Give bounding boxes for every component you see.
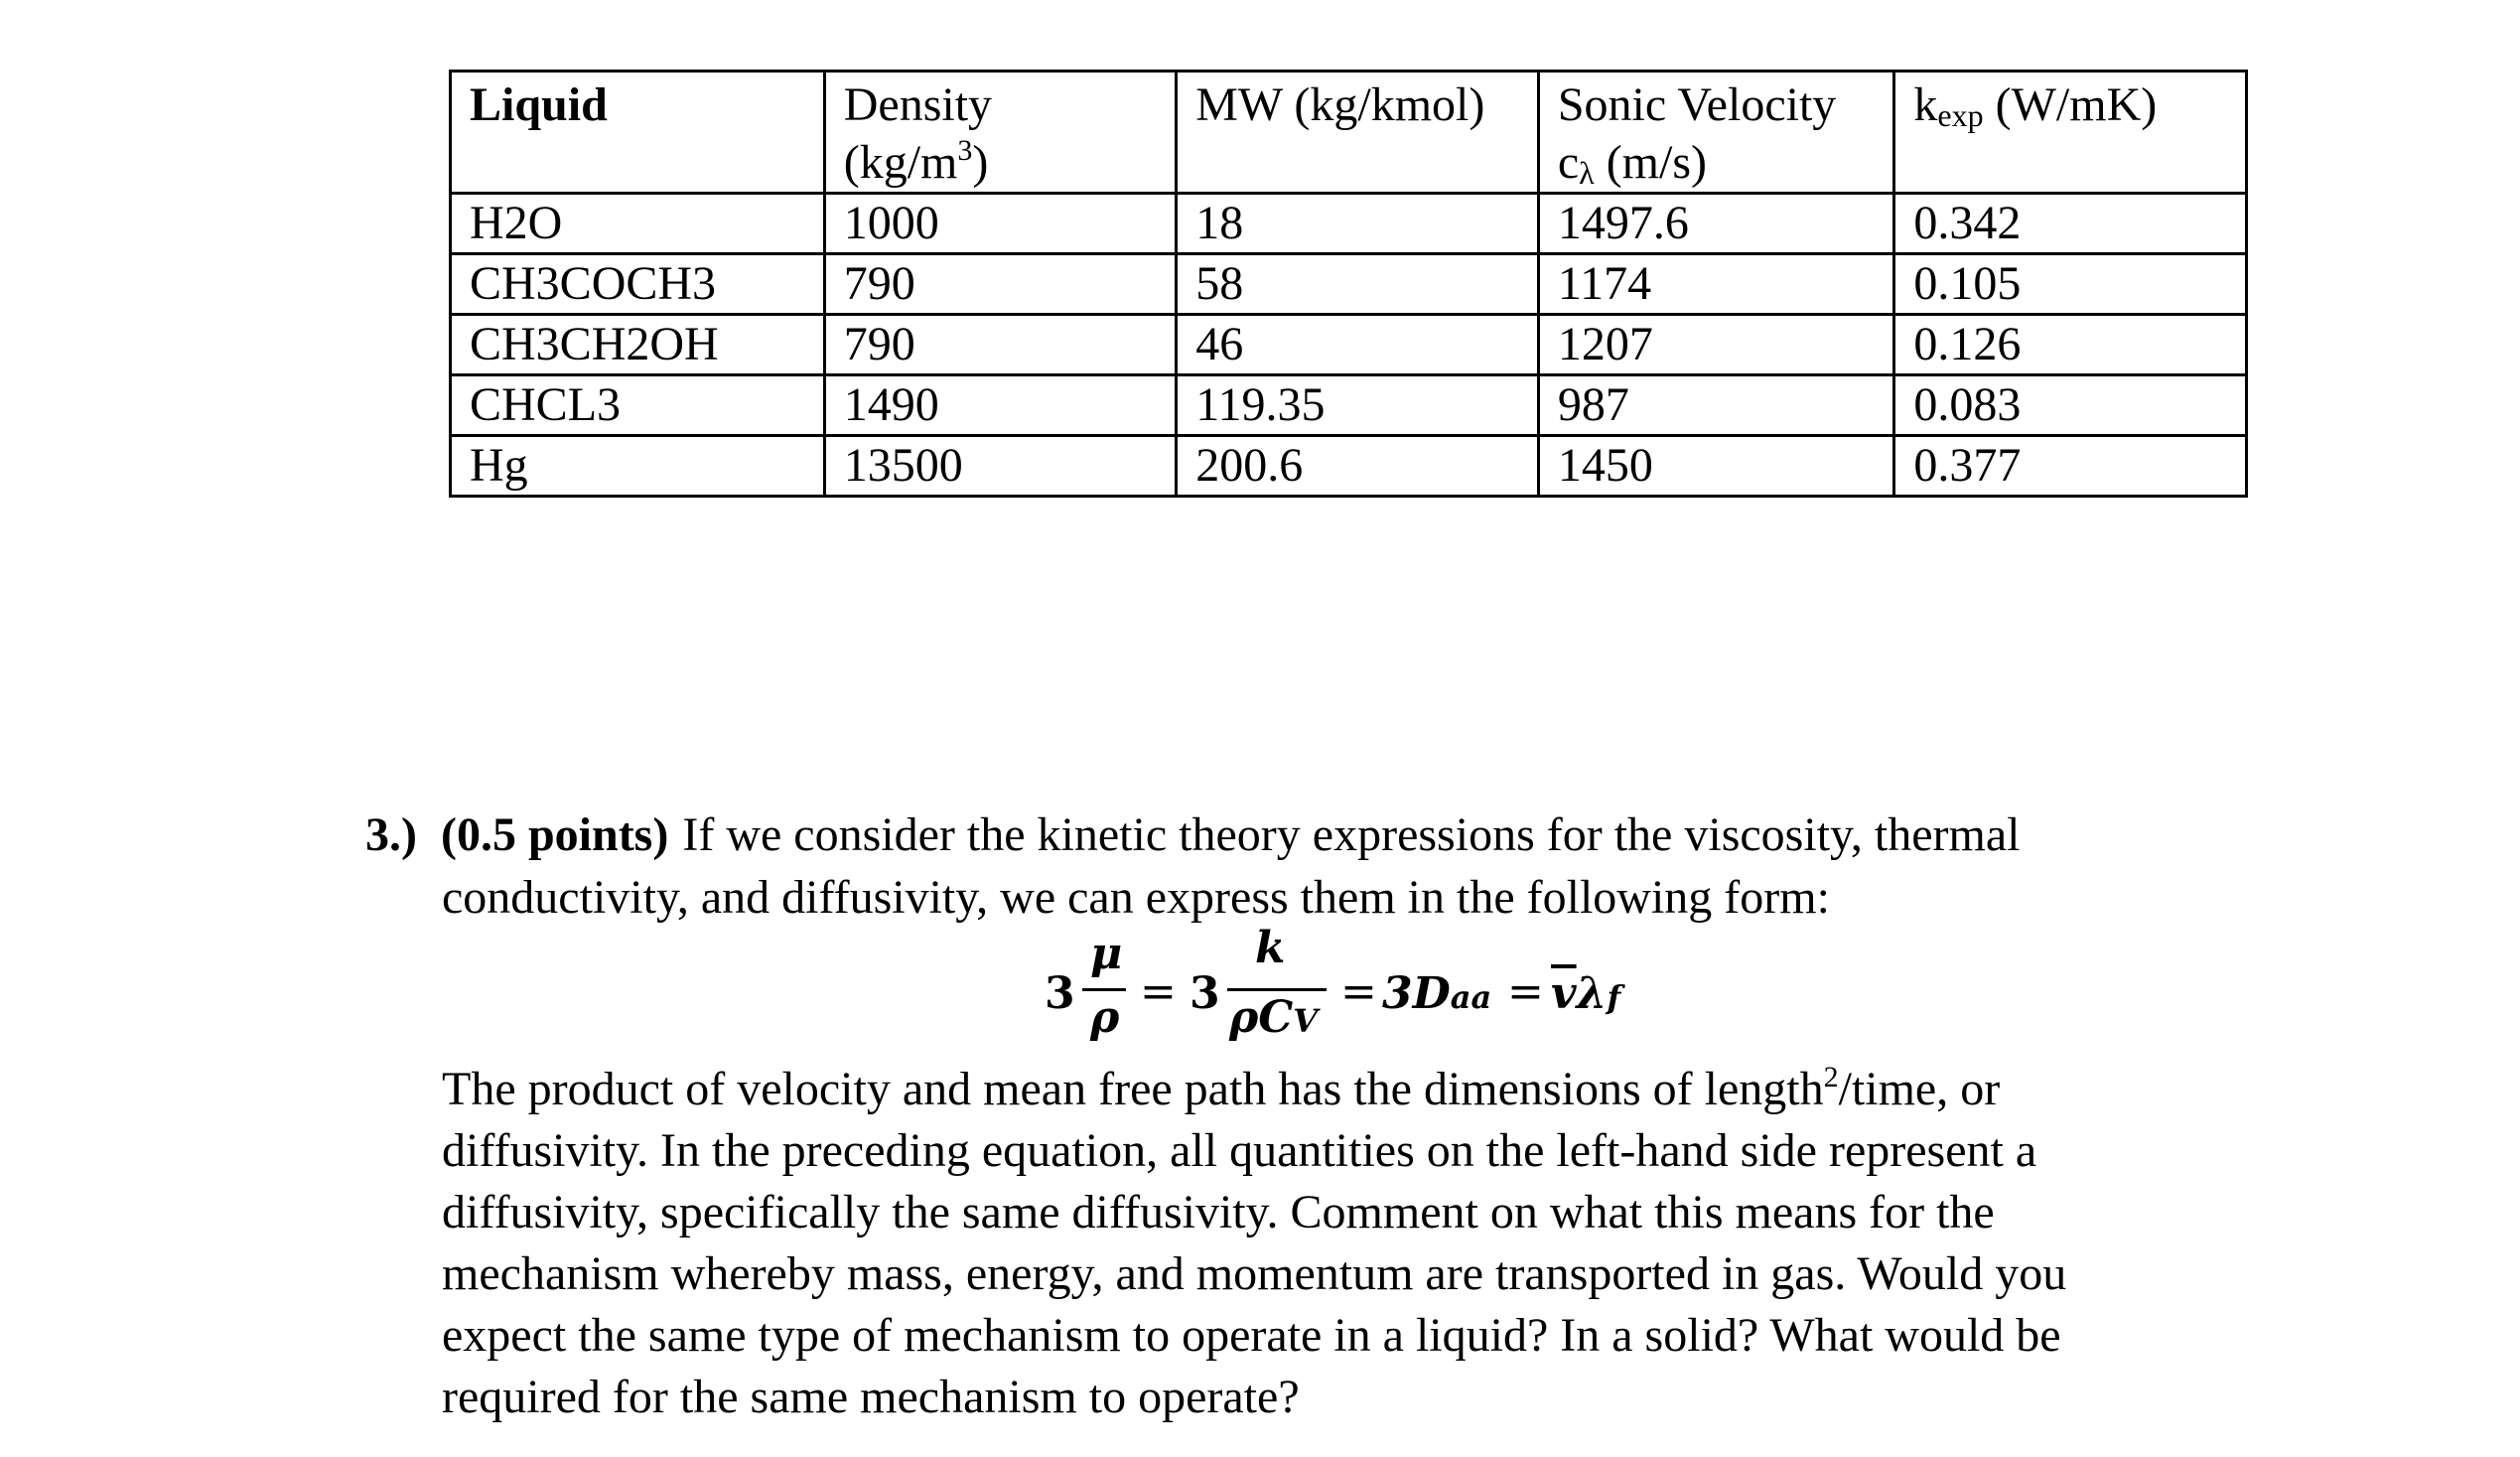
table-cell: CH3COCH3 <box>451 254 825 315</box>
question-points: (0.5 points) <box>440 808 669 861</box>
eq-fraction-bar-2 <box>1227 988 1327 991</box>
table-cell: 0.377 <box>1894 436 2247 497</box>
eq-fraction-bar-1 <box>1082 988 1126 991</box>
table-cell: 0.126 <box>1894 315 2247 375</box>
eq-coef-2: 3 <box>1190 968 1220 1019</box>
eq-coef-1: 3 <box>1045 968 1075 1019</box>
table-row <box>451 436 2247 497</box>
eq-rho-1: ρ <box>1090 992 1120 1043</box>
eq-equals-1: = <box>1140 966 1177 1017</box>
paragraph-line: diffusivity, specifically the same diffusivity. Comment on what this means for the <box>442 1186 1995 1238</box>
header-density: Density $(kg/m^3)$ <box>824 72 1177 194</box>
table-cell: 0.342 <box>1894 194 2247 254</box>
question-second-line: conductivity, and diffusivity, we can express them in the following form: <box>442 871 1830 924</box>
question-first-line <box>365 804 2252 866</box>
question-number: 3.) <box>365 808 417 861</box>
table-cell: CH3CH2OH <box>451 315 825 375</box>
table-cell: 0.105 <box>1894 254 2247 315</box>
table-cell: 0.083 <box>1894 375 2247 436</box>
table-cell: 58 <box>1177 254 1539 315</box>
table-cell: 1450 <box>1538 436 1894 497</box>
paragraph-line: required for the same mechanism to operate? <box>442 1371 1300 1423</box>
eq-rho-cv: ρCV <box>1229 992 1319 1043</box>
table-cell: 1207 <box>1538 315 1894 375</box>
paragraph-line: diffusivity. In the preceding equation, all quantities on the left-hand side represent a <box>442 1124 2037 1177</box>
eq-mu: μ <box>1090 929 1123 979</box>
kinetic-theory-equation <box>993 923 1688 1058</box>
table-row <box>451 315 2247 375</box>
eq-k: k <box>1255 923 1286 973</box>
table-cell: 13500 <box>824 436 1177 497</box>
liquid-properties-table <box>449 70 2248 498</box>
table-cell: 790 <box>824 315 1177 375</box>
table-cell: 18 <box>1177 194 1539 254</box>
table-cell: 790 <box>824 254 1177 315</box>
table-cell: 1000 <box>824 194 1177 254</box>
table-cell: 987 <box>1538 375 1894 436</box>
table-header-row <box>451 72 2247 194</box>
paragraph-line: expect the same type of mechanism to operate in a liquid? In a solid? What would be <box>442 1309 2061 1362</box>
table-cell: 119.35 <box>1177 375 1539 436</box>
paragraph-line: The product of velocity and mean free path has the dimensions of length$^2$/time, or <box>442 1061 2001 1115</box>
table-cell: H2O <box>451 194 825 254</box>
eq-v-lambda: $\overline{v}\lambda f$ <box>1551 968 1621 1019</box>
table-row <box>451 254 2247 315</box>
table-cell: 1174 <box>1538 254 1894 315</box>
eq-equals-2: = <box>1340 966 1377 1017</box>
table-row <box>451 194 2247 254</box>
table-cell: 46 <box>1177 315 1539 375</box>
header-liquid: Liquid <box>451 72 825 194</box>
table-cell: Hg <box>451 436 825 497</box>
eq-equals-3: = <box>1507 966 1544 1017</box>
header-mw: MW (kg/kmol) <box>1177 72 1539 194</box>
table-cell: 1490 <box>824 375 1177 436</box>
table-cell: 200.6 <box>1177 436 1539 497</box>
question-paragraph <box>442 1059 2259 1428</box>
eq-daa: 3Daa <box>1382 968 1492 1019</box>
header-kexp: $k_{exp}$ (W/mK) <box>1894 72 2247 194</box>
table-row <box>451 375 2247 436</box>
header-sonic-velocity: Sonic Velocity $c_\lambda$ (m/s) <box>1538 72 1894 194</box>
table-cell: CHCL3 <box>451 375 825 436</box>
question-text: If we consider the kinetic theory expressions for the viscosity, thermal <box>682 808 2021 861</box>
table-cell: 1497.6 <box>1538 194 1894 254</box>
paragraph-line: mechanism whereby mass, energy, and momentum are transported in gas. Would you <box>442 1247 2067 1300</box>
